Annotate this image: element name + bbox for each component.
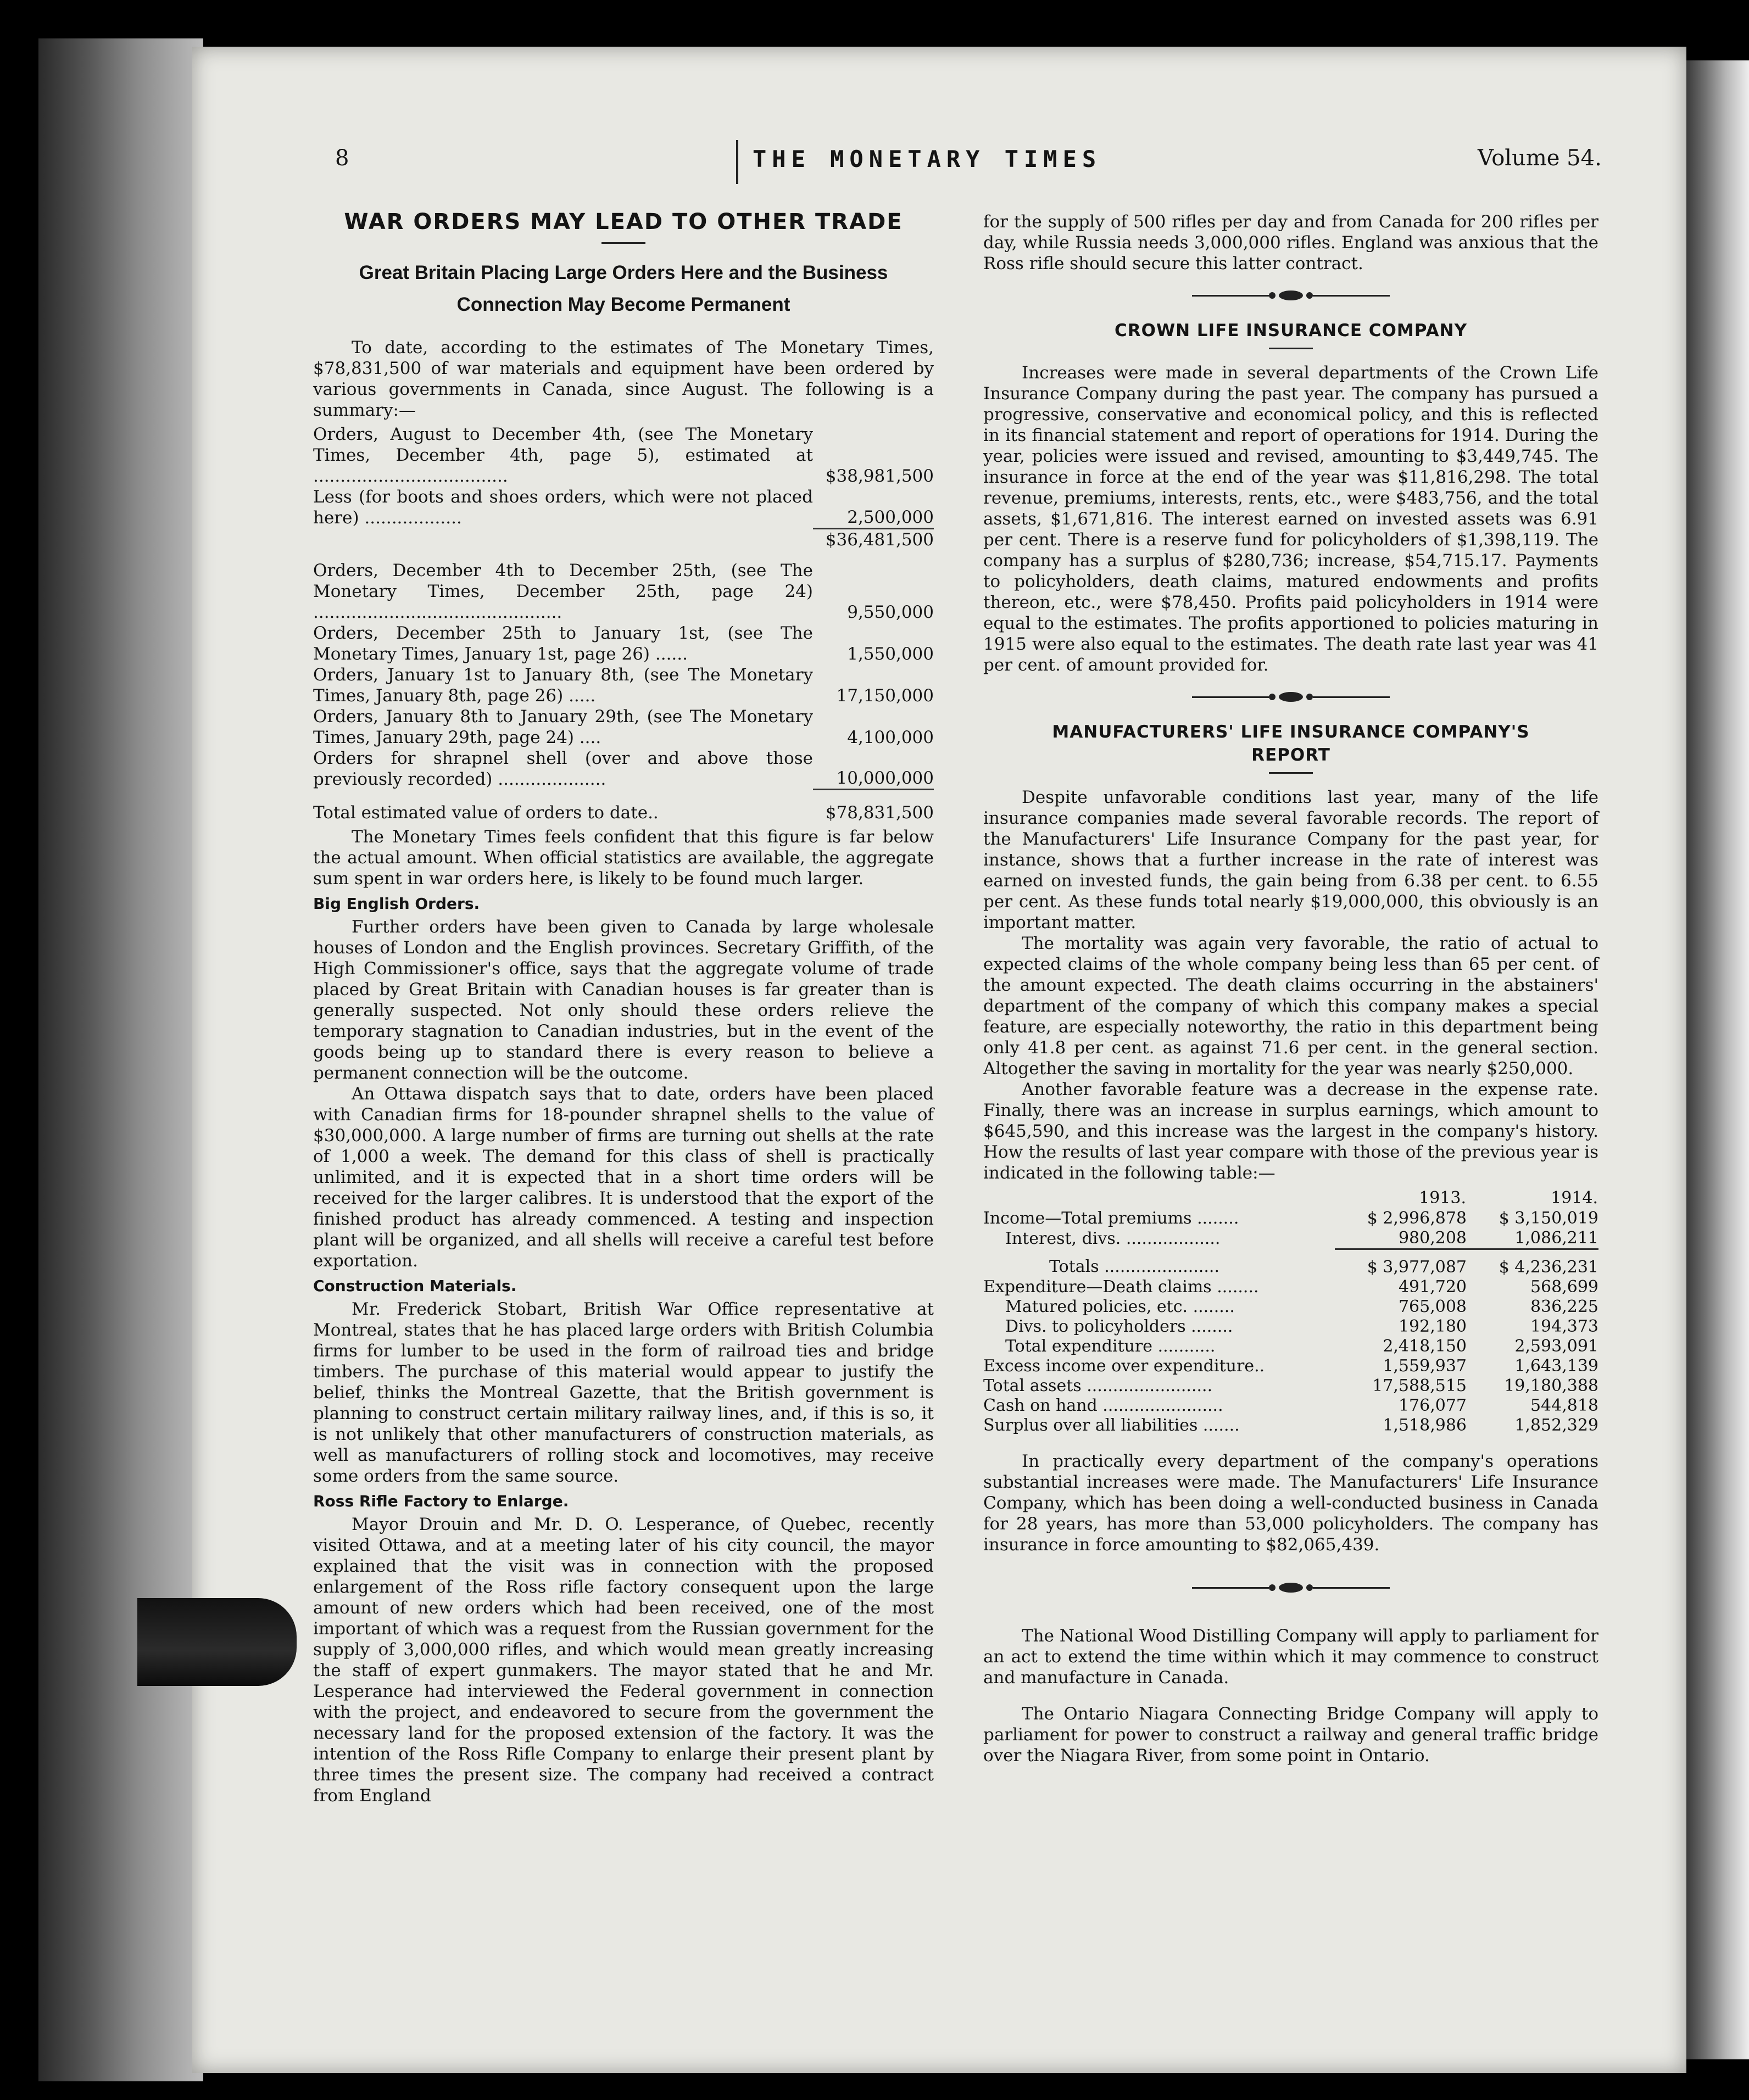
manufacturers-paragraph-1: Despite unfavorable conditions last year, many of the life insurance companies made several favorable records. The report of the Manufacturers' Life Insurance Company for the past year, for instance, shows that a further increase in the rate of interest was earned on invested funds, the gain being from 6.38 per cent. to 6.55 per cent. As these funds total nearly $19,000,000, this obviously is an important matter. xyxy=(983,788,1598,932)
row-label: Total expenditure ........... xyxy=(1005,1337,1216,1356)
confident-paragraph: The Monetary Times feels confident that this figure is far below the actual amount. When official statistics are available, the aggregate sum spent in war orders here, is likely to be found much larger. xyxy=(313,827,934,889)
table-header-row xyxy=(983,1188,1598,1209)
ledger-row xyxy=(313,528,934,560)
row-label: Income—Total premiums ........ xyxy=(983,1209,1239,1228)
table-row xyxy=(983,1297,1598,1317)
subtitle-line-1: Great Britain Placing Large Orders Here and the Business xyxy=(359,262,888,283)
value-1913: 491,720 xyxy=(1398,1277,1467,1297)
value-1913: $ 3,977,087 xyxy=(1367,1258,1467,1277)
ledger-amount: 2,500,000 xyxy=(813,487,934,528)
value-1913: 17,588,515 xyxy=(1372,1376,1467,1395)
value-1913: 2,418,150 xyxy=(1383,1337,1467,1356)
section-ornament xyxy=(983,692,1598,702)
ledger-desc: Orders, August to December 4th, (see The Monetary Times, December 4th, page 5), estimated at .................................... xyxy=(313,425,813,486)
ross-rifle-paragraph: Mayor Drouin and Mr. D. O. Lesperance, of Quebec, recently visited Ottawa, and at a meeting later of his city council, the mayor explained that the visit was in connection with the proposed enlargement of the Ross rifle factory consequent upon the large amount of new orders which had been received, one of the most important of which was a request from the Russian government for the supply of 3,000,000 rifles, and which would mean greatly increasing the staff of expert gunmakers. The mayor stated that he and Mr. Lesperance had interviewed the Federal government in connection with the project, and endeavored to secure from the government the necessary land for the proposed extension of the factory. It was the intention of the Ross Rifle Company to enlarge their present plant by three times the present size. The company had received a contract from England xyxy=(313,1515,934,1806)
ledger-amount: 17,150,000 xyxy=(836,685,934,706)
adjacent-page-edge xyxy=(1675,60,1749,2059)
value-1914: $ 4,236,231 xyxy=(1499,1258,1598,1277)
row-label: Matured policies, etc. ........ xyxy=(1005,1297,1235,1316)
ledger-row xyxy=(313,623,934,664)
value-1913: 176,077 xyxy=(1398,1396,1467,1415)
publication-title: THE MONETARY TIMES xyxy=(753,146,1102,172)
heading-ross-rifle: Ross Rifle Factory to Enlarge. xyxy=(313,1492,569,1510)
ledger-total-row xyxy=(313,790,934,824)
value-1914: 1,086,211 xyxy=(1467,1228,1598,1249)
manufacturers-paragraph-4: In practically every department of the company's operations substantial increases were made. The Manufacturers' Life Insurance Company, which has been doing a well-conducted business in Canada for 28 years, has more than 53,000 policyholders. The company has insurance in force amounting to $82,065,439. xyxy=(983,1451,1598,1555)
english-orders-paragraph-2: An Ottawa dispatch says that to date, orders have been placed with Canadian firms for 18-pounder shrapnel shells to the value of $30,000,000. A large number of firms are turning out shells at the rate of 1,000 a week. The demand for this class of shell is practically unlimited, and it is expected that in a short time orders will be received for the larger calibres. It is understood that the export of the finished product has already commenced. A testing and inspection plant will be organized, and all shells will receive a careful test before exportation. xyxy=(313,1084,934,1271)
value-1913: 1,518,986 xyxy=(1383,1416,1467,1435)
manufacturers-paragraph-2: The mortality was again very favorable, the ratio of actual to expected claims of the whole company being less than 65 per cent. of the amount expected. The death claims occurring in the abstainers' department of the company of which this company makes a special feature, are especially noteworthy, the ratio in this department being only 41.8 per cent. as against 71.6 per cent. in the general section. Altogether the saving in mortality for the year was nearly $250,000. xyxy=(983,934,1598,1079)
table-row xyxy=(983,1209,1598,1228)
ledger-row xyxy=(313,424,934,487)
value-1913: 980,208 xyxy=(1335,1228,1467,1249)
value-1914: 568,699 xyxy=(1530,1277,1598,1297)
title-rule xyxy=(601,242,645,244)
continued-paragraph: for the supply of 500 rifles per day and from Canada for 200 rifles per day, while Russia needs 3,000,000 rifles. England was anxious that the Ross rifle should secure this latter contract. xyxy=(983,212,1598,273)
ledger-desc: Orders, December 25th to January 1st, (see The Monetary Times, January 1st, page 26) ...... xyxy=(313,623,813,664)
intro-paragraph: To date, according to the estimates of The Monetary Times, $78,831,500 of war materials and equipment have been ordered by various governments in Canada, since August. The following is a summary:— xyxy=(313,338,934,420)
value-1914: 19,180,388 xyxy=(1504,1376,1598,1395)
crown-life-title: CROWN LIFE INSURANCE COMPANY xyxy=(1114,321,1468,340)
header-divider xyxy=(736,140,738,184)
value-1913: 765,008 xyxy=(1398,1297,1467,1316)
ledger-row xyxy=(313,487,934,528)
table-row xyxy=(983,1376,1598,1396)
row-label: Total assets ........................ xyxy=(983,1376,1213,1395)
ledger-subtotal: $36,481,500 xyxy=(825,529,934,550)
section-ornament xyxy=(983,291,1598,300)
table-row xyxy=(983,1317,1598,1337)
ledger-amount: $38,981,500 xyxy=(825,466,934,486)
notice-niagara-bridge: The Ontario Niagara Connecting Bridge Company will apply to parliament for power to construct a railway and general traffic bridge over the Niagara River, from some point in Ontario. xyxy=(983,1704,1598,1766)
row-label: Excess income over expenditure.. xyxy=(983,1356,1265,1376)
book-page-edges xyxy=(38,38,203,2081)
section-ornament xyxy=(983,1583,1598,1593)
year-1914-header: 1914. xyxy=(1551,1188,1598,1208)
construction-paragraph: Mr. Frederick Stobart, British War Office representative at Montreal, states that he has placed large orders with British Columbia firms for lumber to be used in the form of railroad ties and bridge timbers. The purchase of this material would appear to justify the belief, thinks the Montreal Gazette, that the British government is planning to construct certain military railway lines, and, if this is so, it is not unlikely that other manufacturers of construction materials, as well as manufacturers of rolling stock and locomotives, may receive some orders from the same source. xyxy=(313,1299,934,1486)
ledger-amount: 4,100,000 xyxy=(847,727,934,747)
row-label: Cash on hand ....................... xyxy=(983,1396,1223,1415)
table-row xyxy=(983,1396,1598,1416)
heading-construction-materials: Construction Materials. xyxy=(313,1277,517,1295)
value-1914: 1,852,329 xyxy=(1514,1416,1598,1435)
table-row xyxy=(983,1416,1598,1436)
ledger-desc: Orders for shrapnel shell (over and above those previously recorded) .................... xyxy=(313,748,813,789)
row-label: Surplus over all liabilities ....... xyxy=(983,1416,1240,1435)
war-orders-ledger xyxy=(313,424,934,823)
ledger-row xyxy=(313,748,934,790)
manufacturers-life-title xyxy=(983,721,1598,767)
row-label: Divs. to policyholders ........ xyxy=(1005,1317,1233,1336)
table-row xyxy=(983,1249,1598,1278)
ledger-desc: Orders, December 4th to December 25th, (see The Monetary Times, December 25th, page 24) .............................................. xyxy=(313,560,813,622)
ledger-row xyxy=(313,664,934,706)
row-label: Interest, divs. .................. xyxy=(1005,1228,1221,1248)
value-1913: $ 2,996,878 xyxy=(1367,1209,1467,1228)
crown-title-rule xyxy=(1269,348,1313,349)
ledger-amount: 10,000,000 xyxy=(813,748,934,790)
english-orders-paragraph-1: Further orders have been given to Canada by large wholesale houses of London and the English provinces. Secretary Griffith, of the High Commissioner's office, says that the aggregate volume of trade placed by Great Britain with Canadian houses is far greater than is generally suspected. Not only should these orders relieve the temporary stagnation to Canadian industries, but in the event of the goods being up to standard there is every reason to believe a permanent connection will be the outcome. xyxy=(313,917,934,1083)
year-1913-header: 1913. xyxy=(1419,1188,1466,1208)
row-label: Totals ...................... xyxy=(1049,1257,1220,1277)
crown-life-paragraph: Increases were made in several departments of the Crown Life Insurance Company during the past year. The company has pursued a progressive, conservative and economical policy, and this is reflected in its financial statement and report of operations for 1914. During the year, policies were issued and revised, amounting to $3,449,745. The insurance in force at the end of the year was $11,816,298. The total revenue, premiums, interests, rents, etc., were $483,756, and the total assets, $1,671,816. The interest earned on invested assets was 6.91 per cent. There is a reserve fund for policyholders of $1,398,119. The company has a surplus of $280,736; increase, $54,715.17. Payments to policyholders, death claims, matured endowments and profits thereon, etc., were $78,450. Profits paid policyholders in 1914 were equal to the estimates. The profits apportioned to policies maturing in 1915 were also equal to the estimates. The death rate last year was 41 per cent. of amount provided for. xyxy=(983,363,1598,675)
ledger-total-amount: $78,831,500 xyxy=(825,803,934,823)
manufacturers-title-line-1: MANUFACTURERS' LIFE INSURANCE COMPANY'S xyxy=(1052,722,1530,742)
table-row xyxy=(983,1337,1598,1356)
table-row xyxy=(983,1228,1598,1249)
ledger-amount: 9,550,000 xyxy=(847,602,934,622)
volume-label: Volume 54. xyxy=(1478,146,1602,171)
manufacturers-title-rule xyxy=(1269,772,1313,774)
left-column xyxy=(313,211,934,1806)
value-1914: $ 3,150,019 xyxy=(1499,1209,1598,1228)
value-1914: 836,225 xyxy=(1530,1297,1598,1316)
article-title: WAR ORDERS MAY LEAD TO OTHER TRADE xyxy=(344,209,903,234)
value-1914: 2,593,091 xyxy=(1514,1337,1598,1356)
financial-comparison-table xyxy=(983,1188,1598,1436)
value-1914: 1,643,139 xyxy=(1514,1356,1598,1376)
ledger-desc: Orders, January 8th to January 29th, (see The Monetary Times, January 29th, page 24) .... xyxy=(313,706,813,747)
ledger-desc xyxy=(313,528,813,560)
table-row xyxy=(983,1356,1598,1376)
ledger-total-label: Total estimated value of orders to date.. xyxy=(313,803,659,823)
value-1913: 192,180 xyxy=(1398,1317,1467,1336)
heading-big-english-orders: Big English Orders. xyxy=(313,895,480,913)
subtitle-line-2: Connection May Become Permanent xyxy=(456,294,790,315)
value-1914: 194,373 xyxy=(1530,1317,1598,1336)
ledger-desc: Less (for boots and shoes orders, which were not placed here) .................. xyxy=(313,487,813,528)
row-label: Expenditure—Death claims ........ xyxy=(983,1277,1259,1297)
notice-wood-distilling: The National Wood Distilling Company will apply to parliament for an act to extend the time within which it may commence to construct and manufacture in Canada. xyxy=(983,1626,1598,1688)
value-1913: 1,559,937 xyxy=(1383,1356,1467,1376)
manufacturers-title-line-2: REPORT xyxy=(1251,745,1330,765)
scanner-thumb xyxy=(137,1598,297,1686)
ledger-amount: 1,550,000 xyxy=(847,644,934,664)
value-1914: 544,818 xyxy=(1530,1396,1598,1415)
ledger-row xyxy=(313,706,934,748)
ledger-row xyxy=(313,560,934,623)
ledger-desc: Orders, January 1st to January 8th, (see The Monetary Times, January 8th, page 26) ..... xyxy=(313,664,813,706)
table-row xyxy=(983,1277,1598,1297)
page-number: 8 xyxy=(335,146,349,171)
article-subtitle xyxy=(313,257,934,321)
manufacturers-paragraph-3: Another favorable feature was a decrease in the expense rate. Finally, there was an increase in surplus earnings, which amount to $645,590, and this increase was the largest in the company's history. How the results of last year compare with those of the previous year is indicated in the following table:— xyxy=(983,1080,1598,1183)
right-column xyxy=(983,211,1598,1766)
